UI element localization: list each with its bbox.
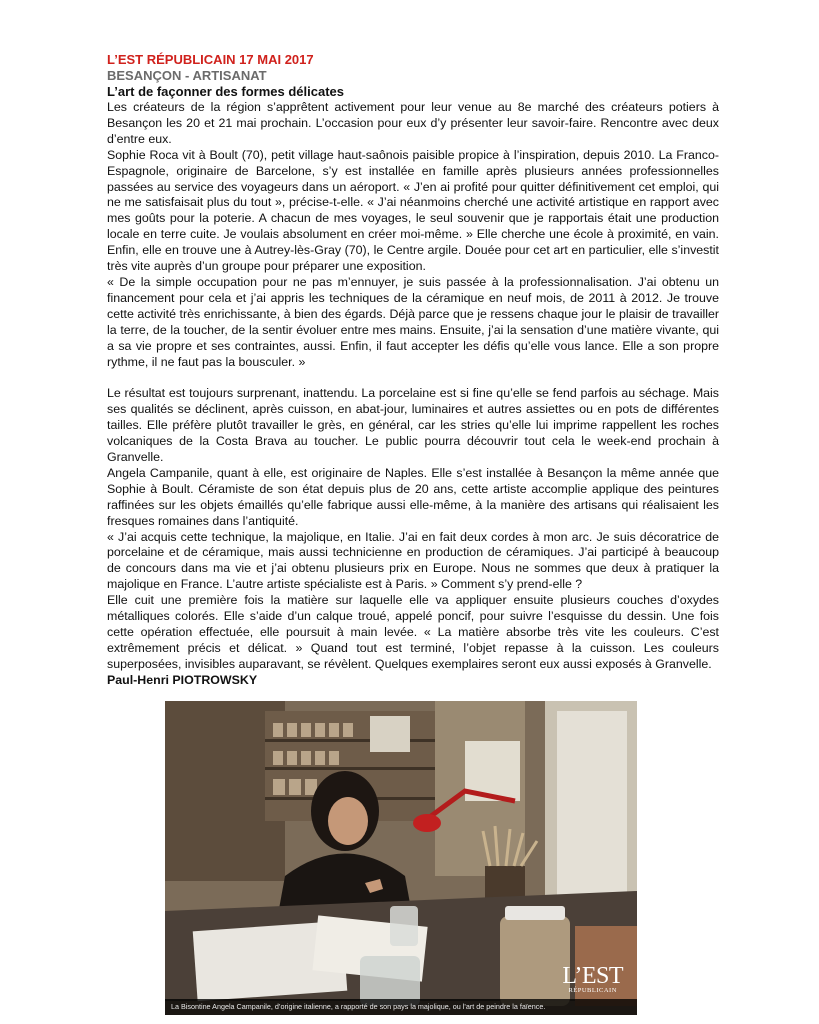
newspaper-source-date: L’EST RÉPUBLICAIN 17 MAI 2017 xyxy=(107,52,314,67)
paragraph-sophie-quote: « De la simple occupation pour ne pas m’ennuyer, je suis passée à la professionnalisation. J’ai obtenu un financement pour cela et j’ai appris les techniques de la céramique en neuf mois, de 2011 à 2012. Je trouve cette activité très enrichissante, à bien des égards. Déjà parce que je ressens chaque jour le plaisir de travailler la terre, de la toucher, de la sentir évoluer entre mes mains. Ensuite, j’ai la sensation d’une matière vivante, qui a sa vie propre et ses contraintes, aussi. Enfin, il faut accepter les défis qu’elle vous lance. Elle a son propre rythme, il ne faut pas la bousculer. » xyxy=(107,274,719,369)
paragraph-sophie-roca: Sophie Roca vit à Boult (70), petit village haut-saônois paisible propice à l’inspiration, depuis 2010. La Franco-Espagnole, originaire de Barcelone, s’y est installée en famille après plusieurs années professionnelles passées au service des voyageurs dans un aéroport. « J’en ai profité pour quitter définitivement cet emploi, qui ne me satisfaisait plus du tout », précise-t-elle. « J’ai néanmoins cherché une activité artistique en rapport avec mes goûts pour la poterie. A chacun de mes voyages, le seul souvenir que je rapportais était une production locale en terre cuite. Je voulais absolument en créer moi-même. » Elle cherche une école à proximité, en vain. Enfin, elle en trouve une à Autrey-lès-Gray (70), le Centre argile. Douée pour cet art en particulier, elle s’investit très vite auprès d’un groupe pour préparer une exposition. xyxy=(107,147,719,274)
paragraph-angela-campanile: Angela Campanile, quant à elle, est originaire de Naples. Elle s’est installée à Besançon la même année que Sophie à Boult. Céramiste de son état depuis plus de 20 ans, cette artiste accomplie applique des peintures raffinées sur les objets émaillés qu’elle fabrique aussi elle-même, à la manière des artisans qui réalisaient les fresques romaines dans l’antiquité. xyxy=(107,465,719,528)
paragraph-intro: Les créateurs de la région s’apprêtent activement pour leur venue au 8e marché des créateurs potiers à Besançon les 20 et 21 mai prochain. L’occasion pour eux d’y présenter leur savoir-faire. Rencontre avec deux d’entre eux. xyxy=(107,100,719,146)
est-republicain-logo xyxy=(562,965,623,995)
article-author: Paul-Henri PIOTROWSKY xyxy=(107,672,258,687)
article-title: L’art de façonner des formes délicates xyxy=(107,84,344,99)
article-photo xyxy=(165,701,637,1015)
photo-caption: La Bisontine Angela Campanile, d’origine italienne, a rapporté de son pays la majolique, ou l’art de peindre la faïence. xyxy=(165,999,637,1015)
logo-sub-text: RÉPUBLICAIN xyxy=(568,987,617,994)
paragraph-gap xyxy=(107,370,719,386)
article xyxy=(107,52,719,689)
paragraph-angela-quote: « J’ai acquis cette technique, la majolique, en Italie. J’ai en fait deux cordes à mon arc. Je suis décoratrice de porcelaine et de céramique, mais aussi technicienne en production de céramiques. J’ai participé à beaucoup de concours dans ma vie et j’ai obtenu plusieurs prix en Europe. Nous ne sommes que deux à pratiquer la majolique en France. L’autre artiste spécialiste est à Paris. » Comment s’y prend-elle ? xyxy=(107,529,719,592)
paragraph-process: Elle cuit une première fois la matière sur laquelle elle va appliquer ensuite plusieurs couches d’oxydes métalliques colorés. Elle s’aide d’un calque troué, appelé poncif, pour suivre l’esquisse du dessin. Une fois cette opération effectuée, elle poursuit à main levée. « La matière absorbe très vite les couleurs. C’est extrêmement précis et délicat. » Quand tout est terminé, l’objet repasse à la cuisson. Les couleurs superposées, invisibles auparavant, se révèlent. Quelques exemplaires seront eux aussi exposés à Granvelle. xyxy=(107,593,719,671)
logo-main-text: L’EST xyxy=(562,963,623,989)
article-section: BESANÇON - ARTISANAT xyxy=(107,68,267,83)
paragraph-result: Le résultat est toujours surprenant, inattendu. La porcelaine est si fine qu’elle se fend parfois au séchage. Mais ses qualités se déclinent, après cuisson, en abat-jour, luminaires et autres assiettes ou en pots de différentes tailles. Elle préfère plutôt travailler le grès, en général, car les stries qu’elle lui imprime rappellent les roches volcaniques de la Costa Brava au toucher. Le public pourra découvrir tout cela le week-end prochain à Granvelle. xyxy=(107,386,719,465)
